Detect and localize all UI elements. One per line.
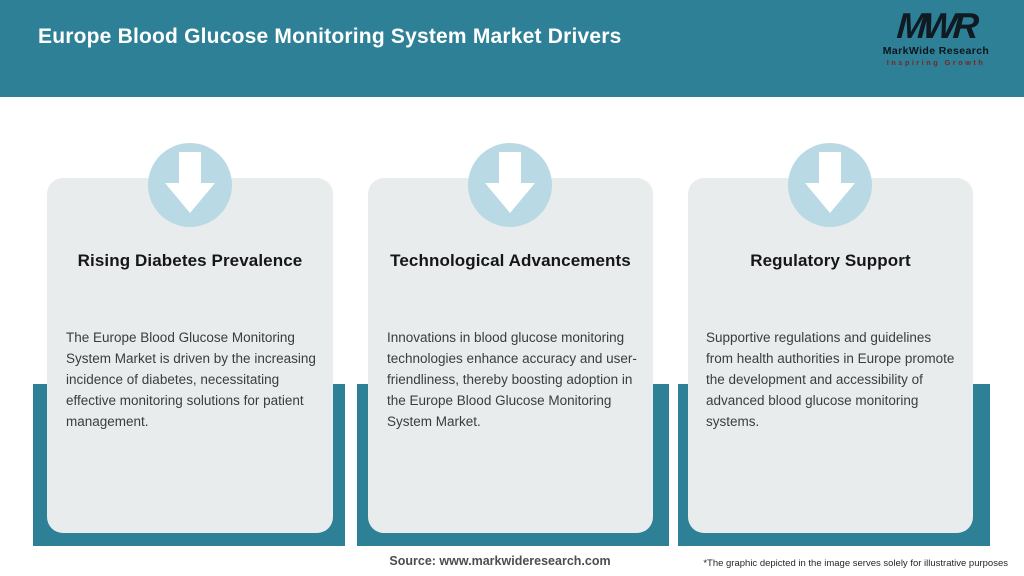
down-arrow-badge [148,143,232,227]
disclaimer-text: *The graphic depicted in the image serves solely for illustrative purposes [703,558,1008,569]
page-title: Europe Blood Glucose Monitoring System Market Drivers [38,25,622,48]
down-arrow-icon [788,143,872,227]
logo-tagline: Inspiring Growth [886,58,986,67]
card-title: Technological Advancements [390,251,631,270]
card-description: Supportive regulations and guidelines from health authorities in Europe promote the development and accessibility of advanced blood glucose monitoring systems. [706,330,955,429]
down-arrow-icon [148,143,232,227]
markwide-research-logo [866,5,1006,67]
card-description: Innovations in blood glucose monitoring technologies enhance accuracy and user-friendliness, thereby boosting adoption in the Europe Blood Glucose Monitoring System Market. [387,330,637,429]
card-description: The Europe Blood Glucose Monitoring System Market is driven by the increasing incidence of diabetes, necessitating effective monitoring solutions for patient management. [66,330,316,429]
down-arrow-icon [468,143,552,227]
source-text: Source: www.markwideresearch.com [389,554,611,568]
header-banner [0,0,1024,97]
card-title: Regulatory Support [750,251,911,270]
down-arrow-badge [468,143,552,227]
down-arrow-badge [788,143,872,227]
logo-monogram: MWR [895,5,977,46]
logo-company-name: MarkWide Research [882,45,990,57]
card-title: Rising Diabetes Prevalence [77,251,303,270]
